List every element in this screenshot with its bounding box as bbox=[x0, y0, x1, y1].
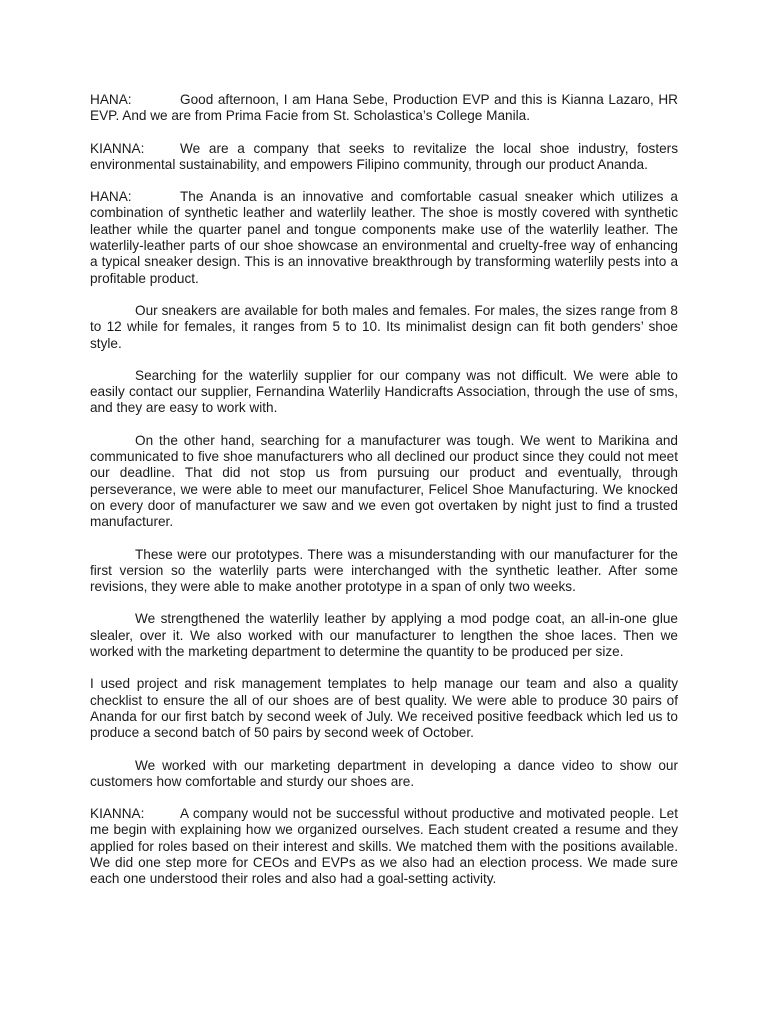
paragraph-text: We worked with our marketing department in developing a dance video to show our customers how comfortable and sturdy our shoes are. bbox=[90, 757, 678, 789]
speaker-label: HANA: bbox=[90, 189, 132, 205]
speaker-label: HANA: bbox=[90, 92, 132, 107]
paragraph-5 bbox=[90, 368, 678, 417]
paragraph-8 bbox=[90, 611, 678, 660]
paragraph-text: On the other hand, searching for a manufacturer was tough. We went to Marikina and communicated to five shoe manufacturers who all declined our product since they could not meet our deadline. That did not stop us from pursuing our product and eventually, through perseverance, we were able to meet our manufacturer, Felicel Shoe Manufacturing. We knocked on every door of manufacturer we saw and we even got overtaken by night just to find a trusted manufacturer. bbox=[90, 432, 678, 530]
paragraph-10 bbox=[90, 758, 678, 791]
paragraph-2 bbox=[90, 141, 678, 174]
paragraph-text: The Ananda is an innovative and comfortable casual sneaker which utilizes a combination of synthetic leather and waterlily leather. The shoe is mostly covered with synthetic leather while the quarter panel and tongue components make use of the waterlily leather. The waterlily-leather parts of our shoe showcase an environmental and cruelty-free way of enhancing a typical sneaker design. This is an innovative breakthrough by transforming waterlily pests into a profitable product. bbox=[90, 189, 678, 286]
paragraph-text: A company would not be successful without productive and motivated people. Let me begin with explaining how we organized ourselves. Each student created a resume and they applied for roles based on their interest and skills. We matched them with the positions available. We did one step more for CEOs and EVPs as we also had an election process. We made sure each one understood their roles and also had a goal-setting activity. bbox=[90, 806, 678, 887]
paragraph-text: We are a company that seeks to revitalize the local shoe industry, fosters environmental sustainability, and empowers Filipino community, through our product Ananda. bbox=[90, 140, 678, 172]
paragraph-6 bbox=[90, 433, 678, 531]
paragraph-text: We strengthened the waterlily leather by applying a mod podge coat, an all-in-one glue slealer, over it. We also worked with our manufacturer to lengthen the shoe laces. Then we worked with the marketing department to determine the quantity to be produced per size. bbox=[90, 611, 678, 660]
paragraph-text: Our sneakers are available for both males and females. For males, the sizes range from 8 to 12 while for females, it ranges from 5 to 10. Its minimalist design can fit both genders’ shoe style. bbox=[90, 302, 678, 351]
speaker-label: KIANNA: bbox=[90, 140, 145, 156]
paragraph-9 bbox=[90, 676, 678, 741]
paragraph-1 bbox=[90, 92, 678, 125]
paragraph-text: Good afternoon, I am Hana Sebe, Production EVP and this is Kianna Lazaro, HR EVP. And we are from Prima Facie from St. Scholastica’s College Manila. bbox=[90, 92, 678, 124]
paragraph-11 bbox=[90, 806, 678, 887]
paragraph-text: These were our prototypes. There was a misunderstanding with our manufacturer for the first version so the waterlily parts were interchanged with the synthetic leather. After some revisions, they were able to make another prototype in a span of only two weeks. bbox=[90, 546, 678, 595]
paragraph-4 bbox=[90, 303, 678, 352]
document-page bbox=[90, 92, 678, 904]
paragraph-text: Searching for the waterlily supplier for our company was not difficult. We were able to easily contact our supplier, Fernandina Waterlily Handicrafts Association, through the use of sms, and they are easy to work with. bbox=[90, 367, 678, 416]
paragraph-7 bbox=[90, 547, 678, 596]
paragraph-3 bbox=[90, 189, 678, 287]
paragraph-text: I used project and risk management templates to help manage our team and also a quality checklist to ensure the all of our shoes are of best quality. We were able to produce 30 pairs of Ananda for our first batch by second week of July. We received positive feedback which led us to produce a second batch of 50 pairs by second week of October. bbox=[90, 676, 678, 741]
speaker-label: KIANNA: bbox=[90, 806, 145, 822]
